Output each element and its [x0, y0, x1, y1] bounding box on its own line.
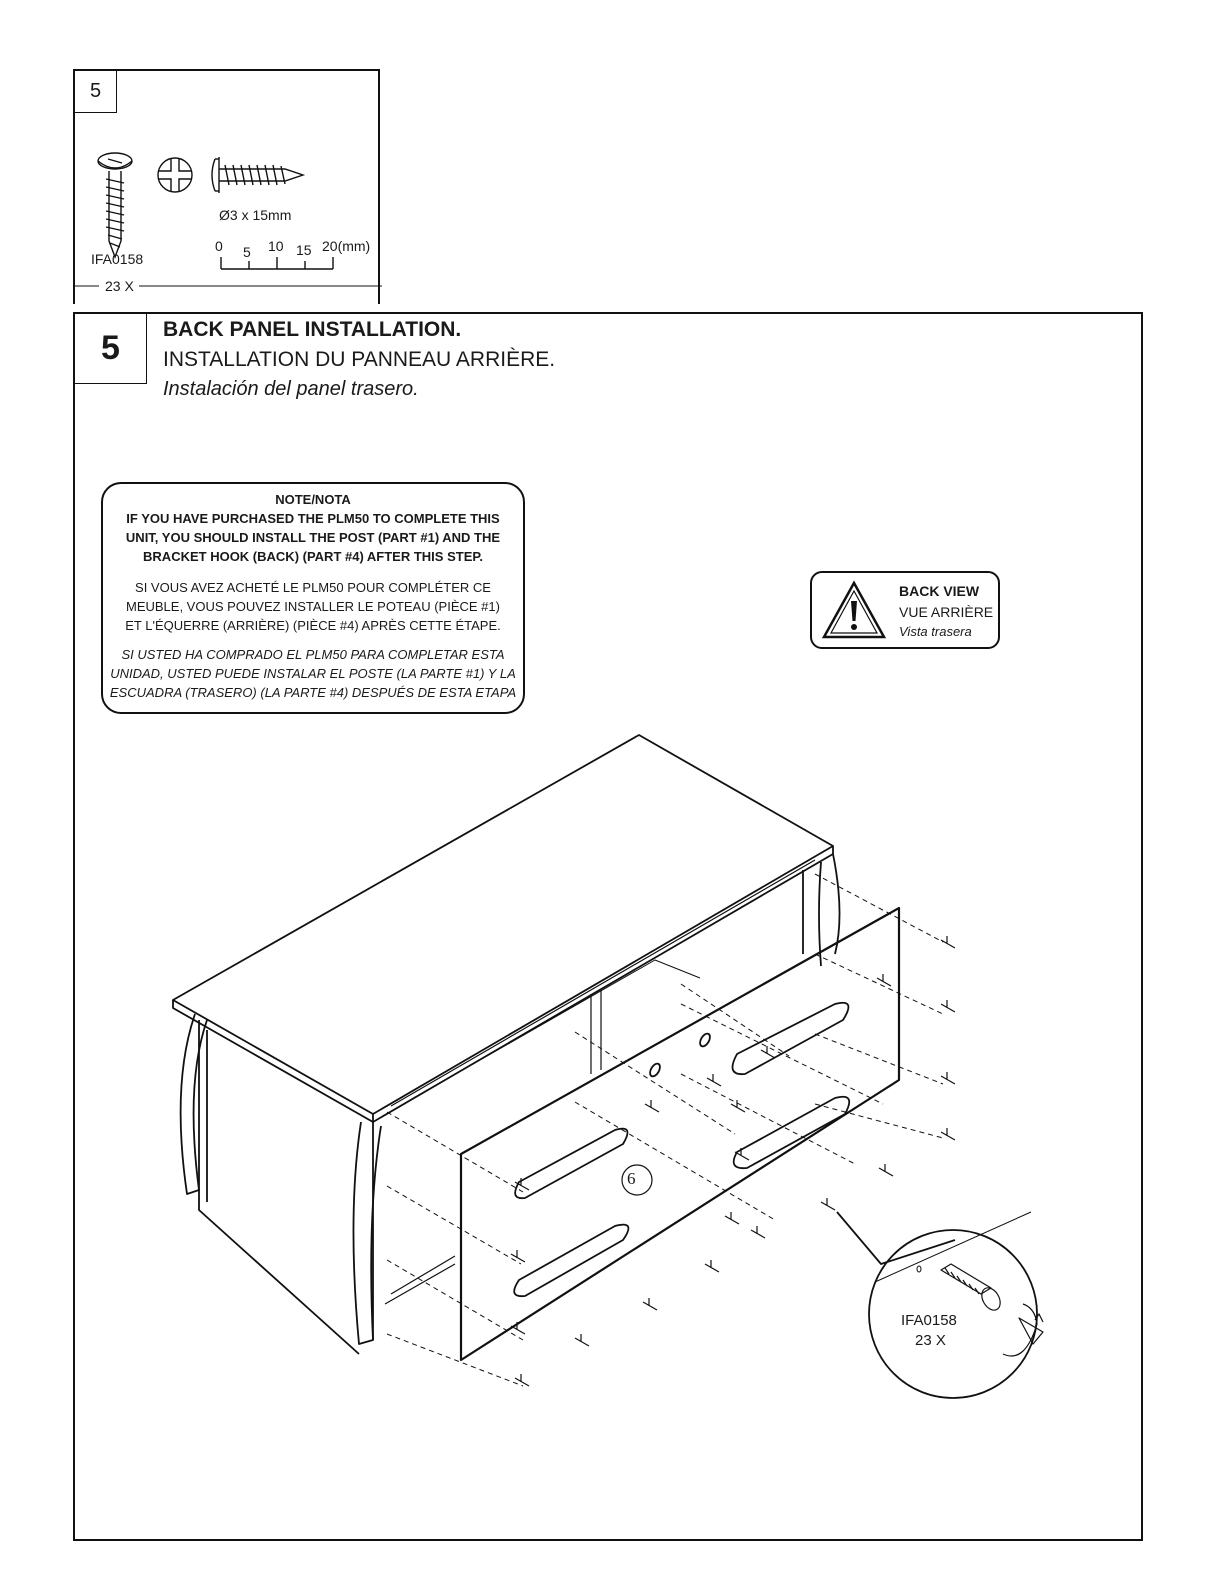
note-en-line: BRACKET HOOK (BACK) (PART #4) AFTER THIS STEP.: [143, 549, 483, 564]
hardware-parts-box: [73, 69, 380, 304]
note-fr-line: SI VOUS AVEZ ACHETÉ LE PLM50 POUR COMPLÉTER CE: [135, 580, 491, 595]
cabinet-top: [173, 735, 833, 1114]
scale-tick-15: 15: [296, 242, 312, 258]
cabinet-front-leg: [353, 1122, 381, 1344]
panel-slot: [515, 1129, 627, 1199]
phillips-head-icon: [158, 158, 192, 192]
note-fr-line: MEUBLE, VOUS POUVEZ INSTALLER LE POTEAU (PIÈCE #1): [126, 599, 500, 614]
part-quantity: 23 X: [105, 278, 134, 294]
scale-tick-0: 0: [215, 238, 223, 254]
panel-slot: [733, 1003, 849, 1074]
scale-tick-5: 5: [243, 244, 251, 260]
back-view-en: BACK VIEW: [899, 583, 980, 599]
callout-part-code: IFA0158: [901, 1312, 957, 1329]
part-code: IFA0158: [91, 251, 144, 267]
panel-slot: [514, 1225, 628, 1297]
step-panel: [73, 312, 1143, 1541]
scale-ruler: [221, 257, 333, 269]
note-fr-line: ET L'ÉQUERRE (ARRIÈRE) (PIÈCE #4) APRÈS CETTE ÉTAPE.: [125, 618, 501, 633]
note-en-line: IF YOU HAVE PURCHASED THE PLM50 TO COMPLETE THIS: [126, 511, 500, 526]
back-view-fr: VUE ARRIÈRE: [899, 604, 994, 620]
screw-illustrations: [75, 71, 382, 306]
callout-quantity: 23 X: [915, 1332, 946, 1349]
note-en-line: UNIT, YOU SHOULD INSTALL THE POST (PART #1) AND THE: [125, 530, 501, 545]
screw-dimension: Ø3 x 15mm: [219, 207, 292, 223]
cabinet-left-side: [181, 1014, 207, 1194]
magnified-screw-icon: [941, 1264, 1043, 1356]
step-title-es: Instalación del panel trasero.: [163, 378, 419, 400]
screw-front-icon: [98, 153, 132, 257]
assembly-diagram: [75, 314, 1140, 1538]
scale-tick-20mm: 20(mm): [322, 238, 371, 254]
back-view-es: Vista trasera: [899, 624, 972, 639]
note-es-line: UNIDAD, USTED PUEDE INSTALAR EL POSTE (LA PARTE #1) Y LA: [110, 666, 516, 681]
scale-tick-10: 10: [268, 238, 284, 254]
panel-part-number: 6: [627, 1169, 636, 1188]
step-title-en: BACK PANEL INSTALLATION.: [163, 318, 462, 341]
screw-side-icon: [212, 157, 303, 193]
note-heading: NOTE/NOTA: [275, 492, 351, 507]
note-es-line: ESCUADRA (TRASERO) (LA PARTE #4) DESPUÉS DE ESTA ETAPA: [109, 685, 517, 700]
note-es-line: SI USTED HA COMPRADO EL PLM50 PARA COMPLETAR ESTA: [121, 647, 505, 662]
parts-step-number: 5: [75, 71, 117, 113]
panel-slot: [734, 1097, 850, 1168]
step-number: 5: [75, 314, 147, 384]
back-panel: [461, 908, 899, 1360]
step-title-fr: INSTALLATION DU PANNEAU ARRIÈRE.: [163, 348, 556, 371]
